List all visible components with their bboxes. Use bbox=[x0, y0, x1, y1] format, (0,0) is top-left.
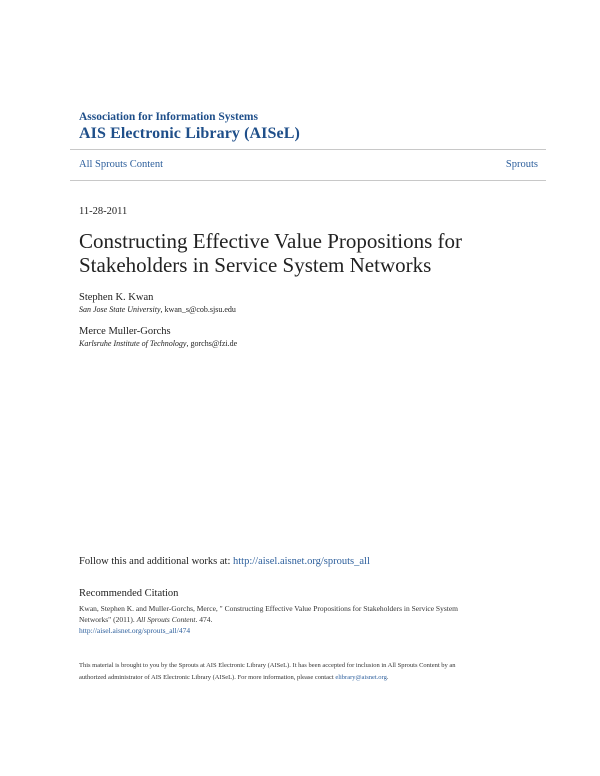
title-line-2: Stakeholders in Service System Networks bbox=[79, 253, 432, 277]
follow-text: Follow this and additional works at: bbox=[79, 556, 233, 567]
publication-date: 11-28-2011 bbox=[79, 206, 128, 217]
navbar bbox=[70, 149, 546, 181]
paper-title bbox=[79, 229, 519, 277]
author-email: , gorchs@fzi.de bbox=[186, 339, 238, 348]
footer-line-2-suffix: . bbox=[386, 674, 389, 681]
footer-line-2-prefix: authorized administrator of AIS Electronic Library (AISeL). For more information, please contact bbox=[79, 674, 336, 681]
author-affiliation bbox=[79, 304, 519, 315]
citation-journal: All Sprouts Content bbox=[136, 615, 196, 624]
footer-note bbox=[79, 660, 524, 684]
citation-line-2-suffix: . 474. bbox=[195, 615, 213, 624]
follow-link[interactable]: http://aisel.aisnet.org/sprouts_all bbox=[233, 556, 370, 567]
citation-link[interactable]: http://aisel.aisnet.org/sprouts_all/474 bbox=[79, 626, 191, 635]
author-email: , kwan_s@cob.sjsu.edu bbox=[160, 305, 236, 314]
author-name: Stephen K. Kwan bbox=[79, 292, 154, 303]
recommended-citation-heading: Recommended Citation bbox=[79, 588, 179, 599]
author-block bbox=[79, 291, 519, 315]
library-name[interactable]: AIS Electronic Library (AISeL) bbox=[79, 125, 300, 142]
author-institution: San Jose State University bbox=[79, 305, 161, 314]
author-block bbox=[79, 325, 519, 349]
follow-works bbox=[79, 555, 370, 568]
citation bbox=[79, 603, 519, 636]
header bbox=[79, 110, 519, 144]
all-sprouts-content-link[interactable]: All Sprouts Content bbox=[79, 159, 164, 170]
title-line-1: Constructing Effective Value Propositions for bbox=[79, 229, 463, 253]
footer-line-1: This material is brought to you by the Sprouts at AIS Electronic Library (AISeL). It has been accepted for inclusion in All Sprouts Content by an bbox=[79, 662, 456, 669]
contact-email-link[interactable]: elibrary@aisnet.org bbox=[335, 674, 387, 681]
author-affiliation bbox=[79, 338, 519, 349]
author-name: Merce Muller-Gorchs bbox=[79, 326, 171, 337]
author-institution: Karlsruhe Institute of Technology bbox=[79, 339, 187, 348]
org-name[interactable]: Association for Information Systems bbox=[79, 111, 258, 123]
citation-line-1: Kwan, Stephen K. and Muller-Gorchs, Merce, " Constructing Effective Value Propositions for Stakeholders in Service System bbox=[79, 604, 459, 613]
sprouts-link[interactable]: Sprouts bbox=[505, 159, 538, 170]
citation-line-2-prefix: Networks" (2011). bbox=[79, 615, 137, 624]
